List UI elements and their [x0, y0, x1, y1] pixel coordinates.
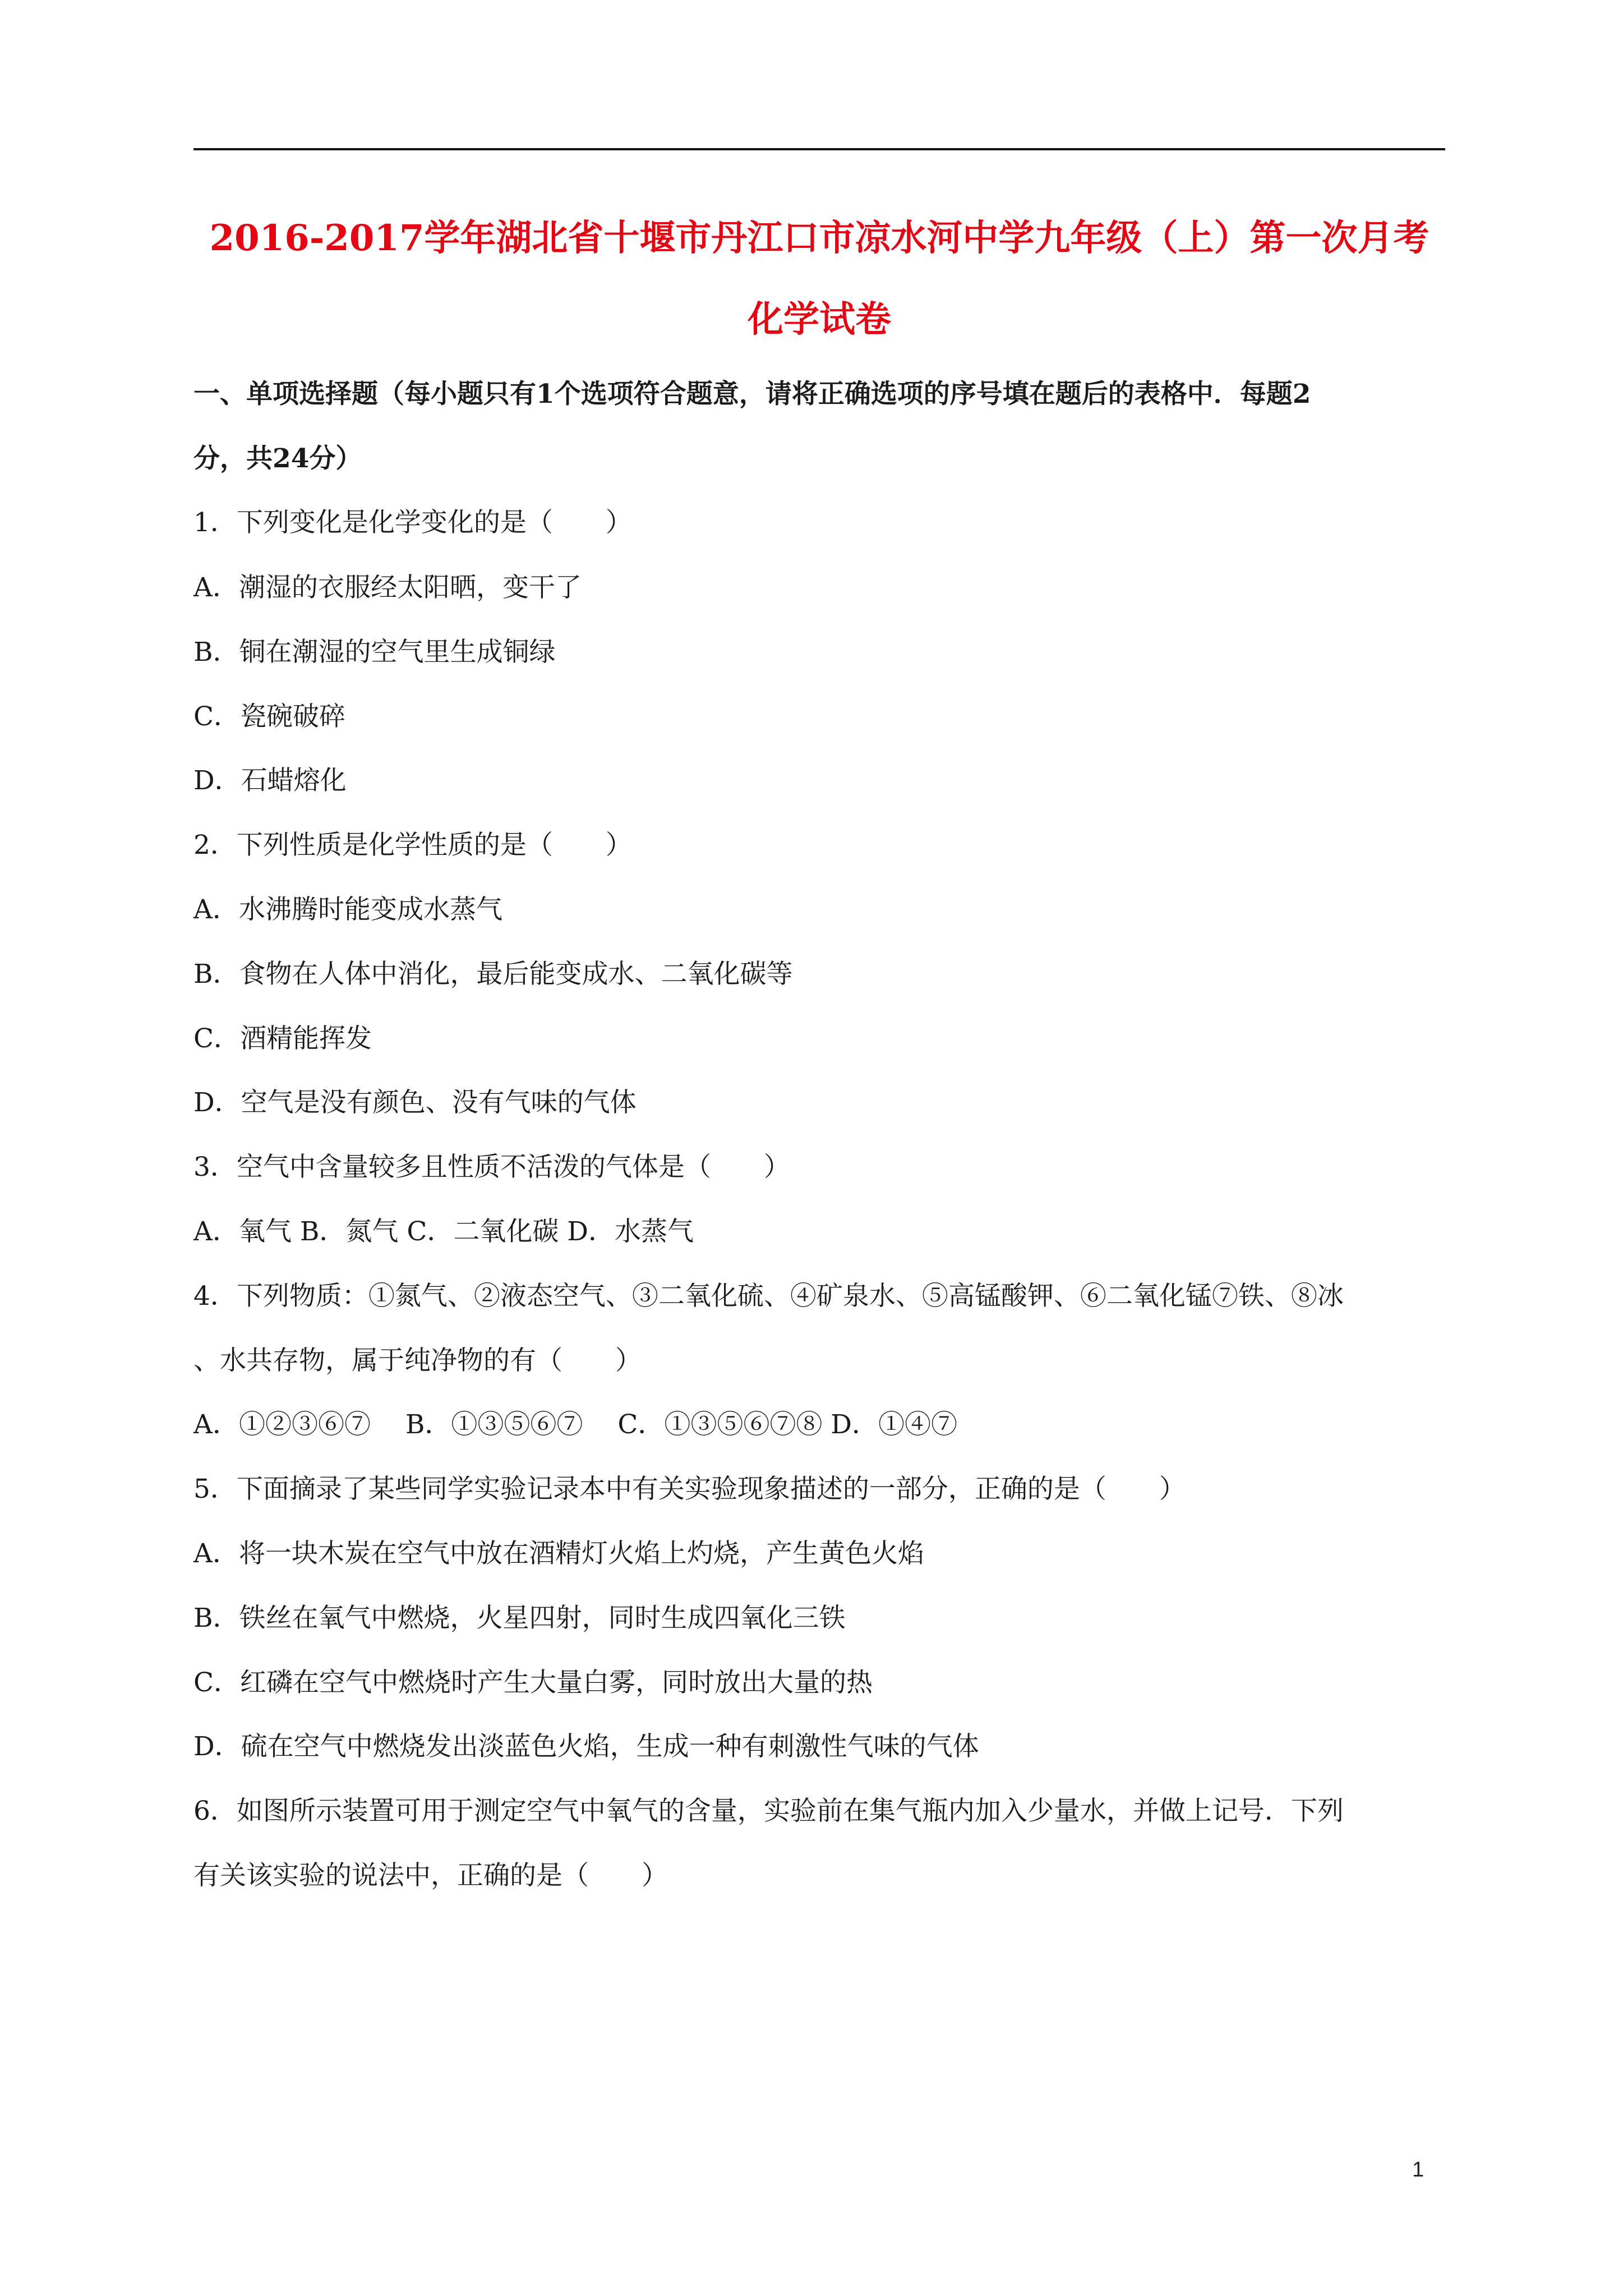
document-title-line-2: 化学试卷 [748, 298, 891, 341]
question-4-options: A．①②③⑥⑦ B．①③⑤⑥⑦ C．①③⑤⑥⑦⑧ D．①④⑦ [193, 1409, 957, 1440]
question-4-stem-line-1: 4．下列物质：①氮气、②液态空气、③二氧化硫、④矿泉水、⑤高锰酸钾、⑥二氧化锰⑦铁、⑧冰 [193, 1281, 1344, 1312]
question-5-option-a: A．将一块木炭在空气中放在酒精灯火焰上灼烧，产生黄色火焰 [193, 1538, 924, 1569]
question-5-option-b: B．铁丝在氧气中燃烧，火星四射，同时生成四氧化三铁 [193, 1603, 846, 1634]
question-1-option-b: B．铜在潮湿的空气里生成铜绿 [193, 637, 556, 668]
question-6-stem-line-2: 有关该实验的说法中，正确的是（ ） [193, 1860, 668, 1891]
document-title-line-1: 2016-2017学年湖北省十堰市丹江口市凉水河中学九年级（上）第一次月考 [209, 217, 1430, 259]
section-heading-line-1: 一、单项选择题（每小题只有1个选项符合题意，请将正确选项的序号填在题后的表格中．每题2 [193, 379, 1311, 409]
question-5-option-c: C．红磷在空气中燃烧时产生大量白雾，同时放出大量的热 [193, 1667, 873, 1698]
page-number: 1 [1412, 2158, 1424, 2182]
header-rule [193, 148, 1445, 150]
question-1-stem: 1．下列变化是化学变化的是（ ） [193, 507, 632, 538]
question-1-option-d: D．石蜡熔化 [193, 765, 347, 796]
question-2-option-d: D．空气是没有颜色、没有气味的气体 [193, 1087, 637, 1118]
question-1-option-c: C．瓷碗破碎 [193, 701, 345, 732]
question-5-stem: 5．下面摘录了某些同学实验记录本中有关实验现象描述的一部分，正确的是（ ） [193, 1474, 1186, 1504]
question-5-option-d: D．硫在空气中燃烧发出淡蓝色火焰，生成一种有刺激性气味的气体 [193, 1731, 979, 1762]
question-2-stem: 2．下列性质是化学性质的是（ ） [193, 830, 632, 861]
question-4-stem-line-2: 、水共存物，属于纯净物的有（ ） [193, 1345, 642, 1376]
question-2-option-c: C．酒精能挥发 [193, 1023, 372, 1054]
question-2-option-a: A．水沸腾时能变成水蒸气 [193, 894, 502, 925]
question-3-options: A．氧气 B．氮气 C．二氧化碳 D．水蒸气 [193, 1216, 694, 1247]
question-6-stem-line-1: 6．如图所示装置可用于测定空气中氧气的含量，实验前在集气瓶内加入少量水，并做上记号．下列 [193, 1796, 1344, 1826]
question-2-option-b: B．食物在人体中消化，最后能变成水、二氧化碳等 [193, 959, 793, 990]
question-1-option-a: A．潮湿的衣服经太阳晒，变干了 [193, 572, 582, 603]
question-3-stem: 3．空气中含量较多且性质不活泼的气体是（ ） [193, 1152, 790, 1182]
section-heading-line-2: 分，共24分） [193, 443, 362, 474]
